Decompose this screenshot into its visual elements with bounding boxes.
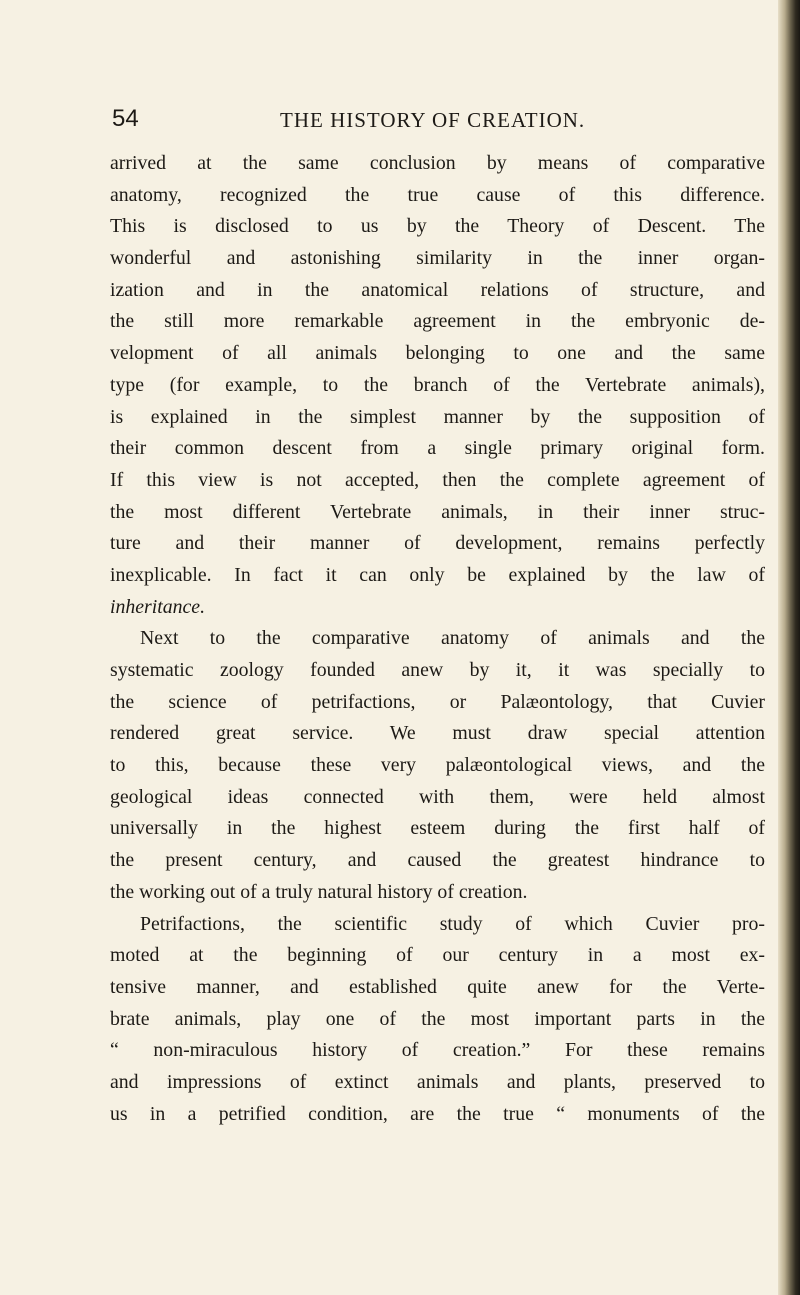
text-line: type (for example, to the branch of the Vertebrate animals),	[110, 373, 765, 396]
text-line: geological ideas connected with them, were held almost	[110, 785, 765, 808]
text-line: ture and their manner of development, remains perfectly	[110, 532, 765, 555]
text-line: the most different Vertebrate animals, in their inner struc-	[110, 500, 765, 523]
text-line: rendered great service. We must draw special attention	[110, 722, 765, 745]
text-line-paragraph-start: Next to the comparative anatomy of animals and the	[140, 627, 765, 650]
text-line: arrived at the same conclusion by means of comparative	[110, 152, 765, 174]
text-line: systematic zoology founded anew by it, it was specially to	[110, 659, 765, 681]
text-line: wonderful and astonishing similarity in the inner organ-	[110, 247, 765, 270]
text-line: moted at the beginning of our century in a most ex-	[110, 944, 765, 967]
text-line: velopment of all animals belonging to one and the same	[110, 342, 765, 365]
page-number: 54	[112, 105, 139, 132]
text-line: the present century, and caused the greatest hindrance to	[110, 849, 765, 872]
text-line: tensive manner, and established quite anew for the Verte-	[110, 975, 765, 998]
text-line: their common descent from a single primary original form.	[110, 437, 765, 460]
text-line: to this, because these very palæontological views, and the	[110, 754, 765, 777]
text-line: is explained in the simplest manner by the supposition of	[110, 405, 765, 428]
emphasis-inheritance: inheritance.	[110, 595, 206, 618]
text-line: inexplicable. In fact it can only be explained by the law of	[110, 563, 765, 586]
text-line: This is disclosed to us by the Theory of Descent. The	[110, 215, 765, 238]
text-line: “ non-miraculous history of creation.” For these remains	[110, 1039, 765, 1062]
text-line-paragraph-start: Petrifactions, the scientific study of which Cuvier pro-	[140, 912, 765, 935]
text-line: the science of petrifactions, or Palæontology, that Cuvier	[110, 690, 765, 713]
text-line: us in a petrified condition, are the true “ monuments of the	[110, 1102, 765, 1125]
text-line: anatomy, recognized the true cause of this difference.	[110, 183, 765, 206]
text-line: brate animals, play one of the most important parts in the	[110, 1007, 765, 1030]
text-line: If this view is not accepted, then the complete agreement of	[110, 468, 765, 491]
body-text	[110, 148, 765, 1130]
page-header	[112, 103, 752, 135]
text-line: universally in the highest esteem during the first half of	[110, 817, 765, 840]
text-line: the still more remarkable agreement in the embryonic de-	[110, 310, 765, 333]
running-title: THE HISTORY OF CREATION.	[280, 108, 586, 132]
text-line: the working out of a truly natural history of creation.	[110, 880, 528, 903]
text-line: ization and in the anatomical relations of structure, and	[110, 278, 765, 301]
page-edge-shadow	[778, 0, 800, 1295]
text-line-italic	[110, 592, 765, 624]
text-line: and impressions of extinct animals and plants, preserved to	[110, 1070, 765, 1093]
